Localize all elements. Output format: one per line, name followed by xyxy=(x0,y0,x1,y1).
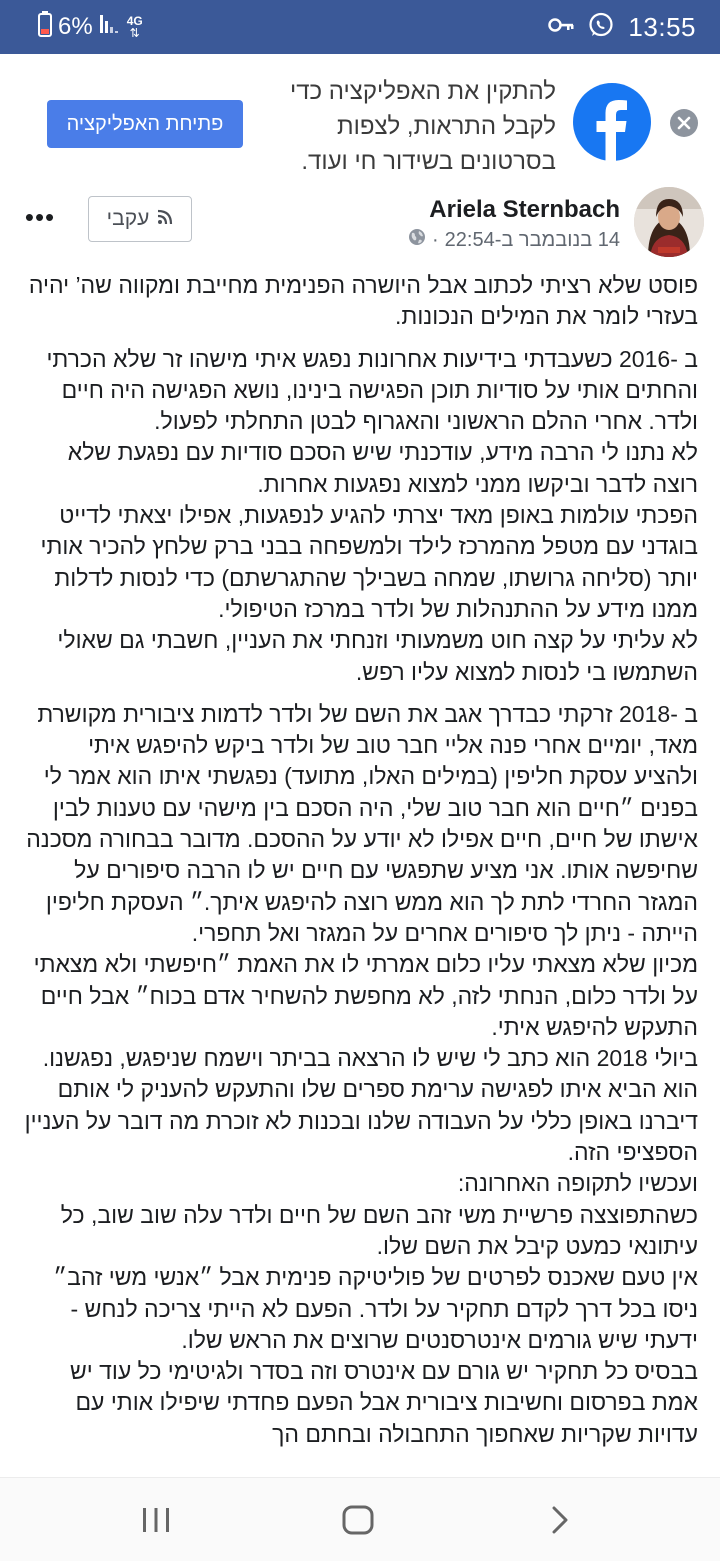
follow-label: עקבי xyxy=(106,207,150,230)
open-app-button[interactable]: פתיחת האפליקציה xyxy=(47,100,243,148)
whatsapp-icon xyxy=(588,12,614,43)
data-arrows-icon: 4G ⇅ xyxy=(126,14,143,40)
status-left xyxy=(38,10,143,44)
battery-percent: 6% xyxy=(58,13,93,40)
post-paragraph: מכיון שלא מצאתי עליו כלום אמרתי לו את האמת ״חיפשתי ולא מצאתי על ולדר כלום, הנחתי לזה, לא מחפשת להשחיר אדם בכוח״ אבל חיים התעקש להיפגש איתי. xyxy=(33,951,698,1040)
system-nav-bar xyxy=(0,1477,720,1561)
battery-icon xyxy=(38,11,52,44)
banner-message: להתקין את האפליקציה כדי לקבל התראות, לצפות בסרטונים בשידור חי ועוד. xyxy=(289,78,556,175)
meta-separator: · xyxy=(431,228,439,251)
post-paragraph: פוסט שלא רציתי לכתוב אבל היושרה הפנימית מחייבת ומקווה שה’ יהיה בעזרי לומר את המילים הנכונות. xyxy=(28,272,698,330)
recents-button[interactable] xyxy=(134,1498,178,1542)
chevron-right-icon xyxy=(550,1505,570,1535)
post-paragraph: אין טעם שאכנס לפרטים של פוליטיקה פנימית אבל ״אנשי משי זהב״ ניסו בכל דרך לקדם תחקיר על ולדר. הפעם לא הייתי צריכה לנחש - ידעתי שיש גורמים אינטרסנטים שרוצים את הראש שלו. xyxy=(53,1264,698,1353)
post-author[interactable]: Ariela Sternbach xyxy=(429,196,620,223)
rss-icon xyxy=(157,207,173,231)
post-timestamp[interactable]: 14 בנובמבר ב-22:54 xyxy=(444,228,620,251)
clock: 13:55 xyxy=(628,11,696,42)
status-right xyxy=(548,8,696,46)
signal-icon xyxy=(99,13,121,42)
post-paragraph: לא נתנו לי הרבה מידע, עודכנתי שיש הסכם סודיות עם נפגעת שלא רוצה לדבר וביקשו ממני למצוא נפגעות אחרות. xyxy=(67,439,698,497)
follow-button[interactable] xyxy=(88,196,192,242)
install-app-banner xyxy=(0,54,720,180)
close-icon xyxy=(677,116,691,130)
post-paragraph: ועכשיו לתקופה האחרונה: xyxy=(457,1170,698,1197)
avatar[interactable] xyxy=(634,187,704,257)
close-banner-button[interactable] xyxy=(670,109,698,137)
home-icon xyxy=(342,1505,374,1535)
globe-icon xyxy=(408,228,426,252)
recents-icon xyxy=(141,1507,171,1533)
post-meta xyxy=(408,228,620,252)
home-button[interactable] xyxy=(336,1498,380,1542)
status-bar xyxy=(0,0,720,54)
post-paragraph: הפכתי עולמות באופן מאד יצרתי להגיע לנפגעות, אפילו יצאתי לדייט בוגדני עם מטפל מהמרכז לילד ולמשפחה בבני ברק שלחץ להכיר אותי יותר (סליחה גרושתו, שמחה בשבילך שהתגרשתם) כדי לנסות לדלות ממנו מידע על ההתנהלות של ולדר במרכז הטיפולי. xyxy=(40,502,698,622)
post-body xyxy=(18,270,698,1450)
more-options-button[interactable]: ••• xyxy=(24,201,56,232)
post-paragraph: כשהתפוצצה פרשיית משי זהב השם של חיים ולדר עלה שוב שוב, כל עיתונאי כמעט קיבל את השם שלו. xyxy=(60,1201,698,1259)
post-paragraph: לא עליתי על קצה חוט משמעותי וזנחתי את העניין, חשבתי גם שאולי השתמשו בי לנסות למצוא עליו רפש. xyxy=(57,627,698,685)
post-paragraph: בבסיס כל תחקיר יש גורם עם אינטרס וזה בסדר ולגיטימי כל עוד יש אמת בפרסום וחשיבות ציבורית אבל הפעם פחדתי שיפילו אותי עם עדויות שקריות שאחפוך התחבולה ובחתם הך xyxy=(69,1358,698,1447)
post-paragraph: ביולי 2018 הוא כתב לי שיש לו הרצאה בביתר וישמח שניפגש, נפגשנו. הוא הביא איתו לפגישה ערימת ספרים שלו והתעקש להעניק לי אותם דיברנו באופן כללי על העבודה שלנו ובכנות לא זוכרת מה דובר על העניין הספציפי הזה. xyxy=(24,1045,698,1166)
post-paragraph: ב -2018 זרקתי כבדרך אגב את השם של ולדר לדמות ציבורית מקושרת מאד, יומיים אחרי פנה אליי חבר טוב של ולדר ביקש להיפגש איתי ולהציע עסקת חליפין (במילים האלו, מתועד) נפגשתי איתו הוא אמר לי בפנים ״חיים הוא חבר טוב שלי, היה הסכם בין מישהי עם טענות לבין אישתו של חיים, חיים אפילו לא יודע על ההסכם. מדובר בבחורה מסכנה שחיפשה אותו. אני מציע שתפגשי עם חיים יש לו הרבה סיפורים על המגזר החרדי לתת לך הוא ממש רוצה להיפגש איתך.״ העסקת חליפין הייתה - ניתן לך סיפורים אחרים על המגזר ואל תחפרי. xyxy=(26,700,698,946)
network-type: 4G xyxy=(126,14,143,28)
post-header xyxy=(0,180,720,270)
back-button[interactable] xyxy=(538,1498,582,1542)
facebook-logo-icon xyxy=(572,82,652,162)
post-paragraph: ב -2016 כשעבדתי בידיעות אחרונות נפגש איתי מישהו זר שלא הכרתי והחתים אותי על סודיות תוכן הפגישה בינינו, נושא הפגישה היה חיים ולדר. אחרי ההלם הראשוני והאגרוף לבטן התחלתי לפעול. xyxy=(46,345,698,435)
key-icon xyxy=(548,17,574,38)
